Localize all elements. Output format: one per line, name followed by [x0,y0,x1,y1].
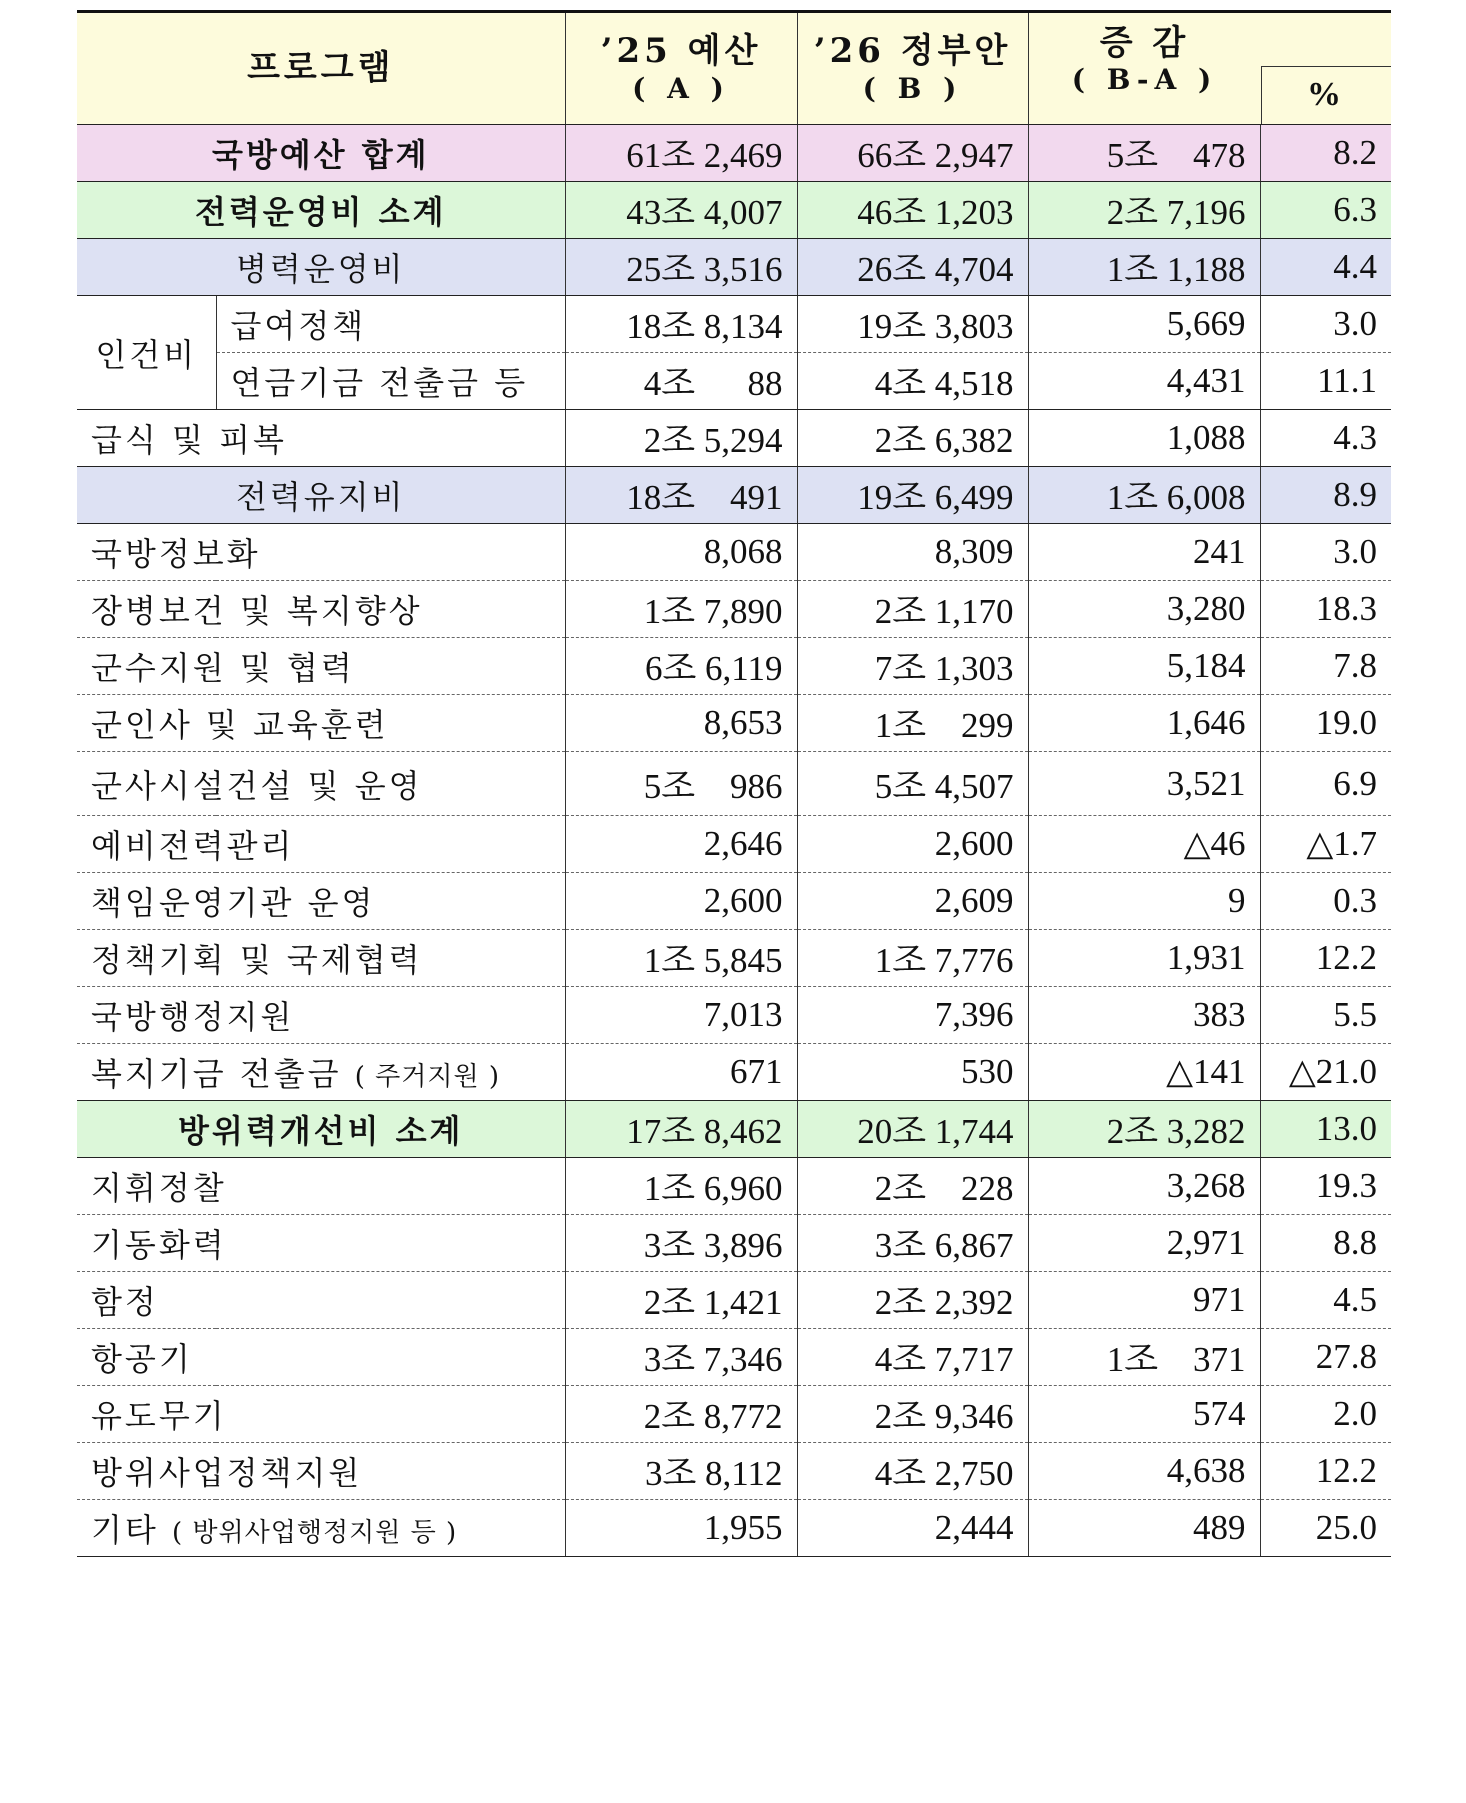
header-budget-25: ’25 예산 ( A ) [565,12,797,125]
cell-pct: 3.0 [1260,296,1391,353]
table-row [77,752,1391,816]
row-label: 책임운영기관 운영 [77,873,565,930]
row-label: 기동화력 [77,1215,565,1272]
table-row-subtotal [77,1101,1391,1158]
row-label: 장병보건 및 복지향상 [77,581,565,638]
row-label: 지휘정찰 [77,1158,565,1215]
cell-b: 20조 1,744 [797,1101,1028,1158]
cell-b: 2조 1,170 [797,581,1028,638]
cell-pct: 3.0 [1260,524,1391,581]
cell-b: 2조 2,392 [797,1272,1028,1329]
cell-pct: 4.5 [1260,1272,1391,1329]
cell-diff: △46 [1028,816,1260,873]
cell-a: 6조 6,119 [565,638,797,695]
cell-diff: 4,431 [1028,353,1260,410]
table-row [77,816,1391,873]
cell-b: 2조 228 [797,1158,1028,1215]
cell-b: 2,609 [797,873,1028,930]
table-row-total [77,125,1391,182]
cell-pct: 7.8 [1260,638,1391,695]
table-row [77,524,1391,581]
cell-b: 8,309 [797,524,1028,581]
cell-diff: 4,638 [1028,1443,1260,1500]
cell-a: 8,653 [565,695,797,752]
cell-b: 2조 6,382 [797,410,1028,467]
cell-b: 19조 6,499 [797,467,1028,524]
cell-a: 1조 7,890 [565,581,797,638]
table-row [77,1386,1391,1443]
cell-pct: 8.9 [1260,467,1391,524]
row-label: 병력운영비 [77,239,565,296]
cell-pct: 19.0 [1260,695,1391,752]
cell-a: 2조 1,421 [565,1272,797,1329]
row-label: 기타 ( 방위사업행정지원 등 ) [77,1500,565,1557]
cell-pct: 25.0 [1260,1500,1391,1557]
table-row [77,353,1391,410]
table-row-section [77,467,1391,524]
cell-b: 5조 4,507 [797,752,1028,816]
cell-b: 4조 2,750 [797,1443,1028,1500]
table-row [77,1044,1391,1101]
cell-a: 2조 8,772 [565,1386,797,1443]
cell-b: 2,600 [797,816,1028,873]
cell-diff: 2조 7,196 [1028,182,1260,239]
cell-diff: 1조 6,008 [1028,467,1260,524]
table-row [77,581,1391,638]
table-row [77,1329,1391,1386]
cell-a: 1,955 [565,1500,797,1557]
cell-diff: 2조 3,282 [1028,1101,1260,1158]
table-row [77,638,1391,695]
table-row [77,1500,1391,1557]
cell-pct: 6.9 [1260,752,1391,816]
cell-b: 2,444 [797,1500,1028,1557]
cell-diff: 971 [1028,1272,1260,1329]
cell-pct: 19.3 [1260,1158,1391,1215]
cell-pct: 8.8 [1260,1215,1391,1272]
cell-diff: 3,280 [1028,581,1260,638]
cell-diff: 5,669 [1028,296,1260,353]
cell-a: 7,013 [565,987,797,1044]
cell-pct: 8.2 [1260,125,1391,182]
row-label: 군사시설건설 및 운영 [77,752,565,816]
row-label: 함정 [77,1272,565,1329]
cell-diff: 2,971 [1028,1215,1260,1272]
cell-a: 3조 7,346 [565,1329,797,1386]
header-row [77,12,1391,125]
row-label: 전력운영비 소계 [77,182,565,239]
cell-pct: 0.3 [1260,873,1391,930]
cell-a: 2조 5,294 [565,410,797,467]
cell-pct: 2.0 [1260,1386,1391,1443]
row-label: 연금기금 전출금 등 [216,353,565,410]
cell-pct: 4.3 [1260,410,1391,467]
row-label: 군수지원 및 협력 [77,638,565,695]
cell-diff: 9 [1028,873,1260,930]
table-row [77,930,1391,987]
cell-a: 671 [565,1044,797,1101]
cell-b: 19조 3,803 [797,296,1028,353]
cell-a: 43조 4,007 [565,182,797,239]
cell-a: 2,600 [565,873,797,930]
row-label: 방위사업정책지원 [77,1443,565,1500]
row-label: 군인사 및 교육훈련 [77,695,565,752]
cell-a: 61조 2,469 [565,125,797,182]
header-program: 프로그램 [77,12,565,125]
cell-a: 3조 3,896 [565,1215,797,1272]
cell-pct: 4.4 [1260,239,1391,296]
cell-b: 7조 1,303 [797,638,1028,695]
row-label: 국방예산 합계 [77,125,565,182]
cell-diff: 574 [1028,1386,1260,1443]
budget-table [77,10,1391,1557]
table-row [77,1443,1391,1500]
cell-diff: 1조 371 [1028,1329,1260,1386]
row-label: 유도무기 [77,1386,565,1443]
cell-pct: 13.0 [1260,1101,1391,1158]
cell-a: 3조 8,112 [565,1443,797,1500]
row-label: 예비전력관리 [77,816,565,873]
cell-a: 25조 3,516 [565,239,797,296]
cell-diff: 489 [1028,1500,1260,1557]
cell-pct: △21.0 [1260,1044,1391,1101]
row-label: 정책기획 및 국제협력 [77,930,565,987]
header-pct: % [1261,66,1391,124]
row-label: 전력유지비 [77,467,565,524]
table-row [77,1215,1391,1272]
row-label: 방위력개선비 소계 [77,1101,565,1158]
cell-pct: 5.5 [1260,987,1391,1044]
cell-a: 8,068 [565,524,797,581]
cell-diff: 1,646 [1028,695,1260,752]
cell-pct: 18.3 [1260,581,1391,638]
cell-pct: 27.8 [1260,1329,1391,1386]
cell-a: 1조 6,960 [565,1158,797,1215]
cell-a: 1조 5,845 [565,930,797,987]
cell-diff: 241 [1028,524,1260,581]
row-label: 급식 및 피복 [77,410,565,467]
cell-diff: 5조 478 [1028,125,1260,182]
cell-pct: 11.1 [1260,353,1391,410]
table-row [77,1272,1391,1329]
cell-diff: 1조 1,188 [1028,239,1260,296]
table-row [77,695,1391,752]
cell-b: 530 [797,1044,1028,1101]
cell-pct: 12.2 [1260,1443,1391,1500]
row-label: 복지기금 전출금 ( 주거지원 ) [77,1044,565,1101]
cell-diff: △141 [1028,1044,1260,1101]
cell-a: 17조 8,462 [565,1101,797,1158]
cell-pct: 12.2 [1260,930,1391,987]
cell-a: 2,646 [565,816,797,873]
table-row-subtotal [77,182,1391,239]
cell-b: 4조 7,717 [797,1329,1028,1386]
cell-pct: △1.7 [1260,816,1391,873]
row-label: 국방정보화 [77,524,565,581]
cell-b: 7,396 [797,987,1028,1044]
table-row [77,987,1391,1044]
cell-diff: 1,088 [1028,410,1260,467]
row-label: 급여정책 [216,296,565,353]
cell-b: 4조 4,518 [797,353,1028,410]
cell-diff: 383 [1028,987,1260,1044]
cell-diff: 3,268 [1028,1158,1260,1215]
row-label: 국방행정지원 [77,987,565,1044]
table-row [77,1158,1391,1215]
cell-diff: 3,521 [1028,752,1260,816]
header-proposal-26: ’26 정부안 ( B ) [797,12,1028,125]
cell-b: 46조 1,203 [797,182,1028,239]
row-group-label: 인건비 [77,296,216,410]
table-row [77,296,1391,353]
cell-b: 1조 299 [797,695,1028,752]
cell-b: 26조 4,704 [797,239,1028,296]
table-row-section [77,239,1391,296]
cell-a: 5조 986 [565,752,797,816]
cell-a: 18조 491 [565,467,797,524]
cell-a: 4조 88 [565,353,797,410]
cell-b: 3조 6,867 [797,1215,1028,1272]
cell-b: 2조 9,346 [797,1386,1028,1443]
cell-b: 1조 7,776 [797,930,1028,987]
cell-a: 18조 8,134 [565,296,797,353]
cell-diff: 1,931 [1028,930,1260,987]
table-row [77,873,1391,930]
cell-pct: 6.3 [1260,182,1391,239]
header-change: 증 감 ( B-A ) % [1028,12,1391,125]
row-label: 항공기 [77,1329,565,1386]
table-row [77,410,1391,467]
cell-b: 66조 2,947 [797,125,1028,182]
cell-diff: 5,184 [1028,638,1260,695]
